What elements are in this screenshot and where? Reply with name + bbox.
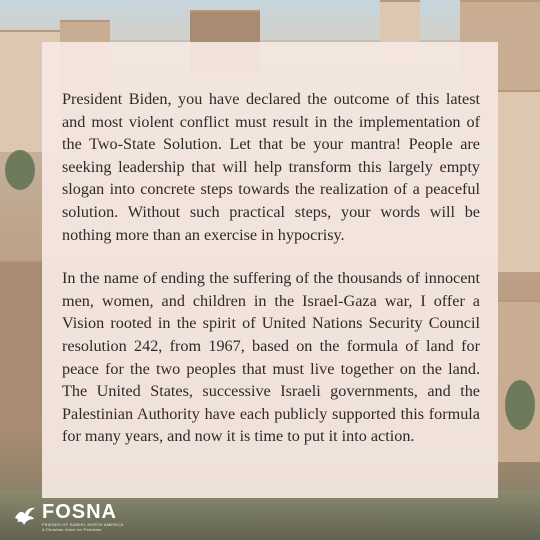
logo-subtagline: A Christian Voice for Palestine	[42, 527, 102, 532]
fosna-logo	[12, 502, 123, 532]
paragraph-2: In the name of ending the suffering of the thousands of innocent men, women, and children in the Israel-Gaza war, I offer a Vision rooted in the spirit of United Nations Security Council resolution 242, from 1967, based on the formula of land for peace for the two peoples that must live together on the land. The United States, successive Israeli governments, and the Palestinian Authority have each publicly supported this formula for many years, and now it is time to put it into action.	[62, 269, 480, 446]
dove-icon	[12, 504, 38, 530]
building	[0, 260, 42, 422]
logo-tagline: FRIENDS OF SABEEL NORTH AMERICA	[42, 522, 124, 527]
paragraph-1: President Biden, you have declared the outcome of this latest and most violent conflict must result in the implementation of the Two-State Solution. Let that be your mantra! People are seeking leadership that will help transform this largely empty slogan into concrete steps towards the realization of a peaceful solution. Without such practical steps, your words will be nothing more than an exercise in hypocrisy.	[62, 90, 480, 244]
tree	[5, 150, 35, 190]
logo-name: FOSNA	[42, 501, 117, 523]
tree	[505, 380, 535, 430]
building	[498, 90, 540, 272]
letter-body	[62, 88, 480, 469]
